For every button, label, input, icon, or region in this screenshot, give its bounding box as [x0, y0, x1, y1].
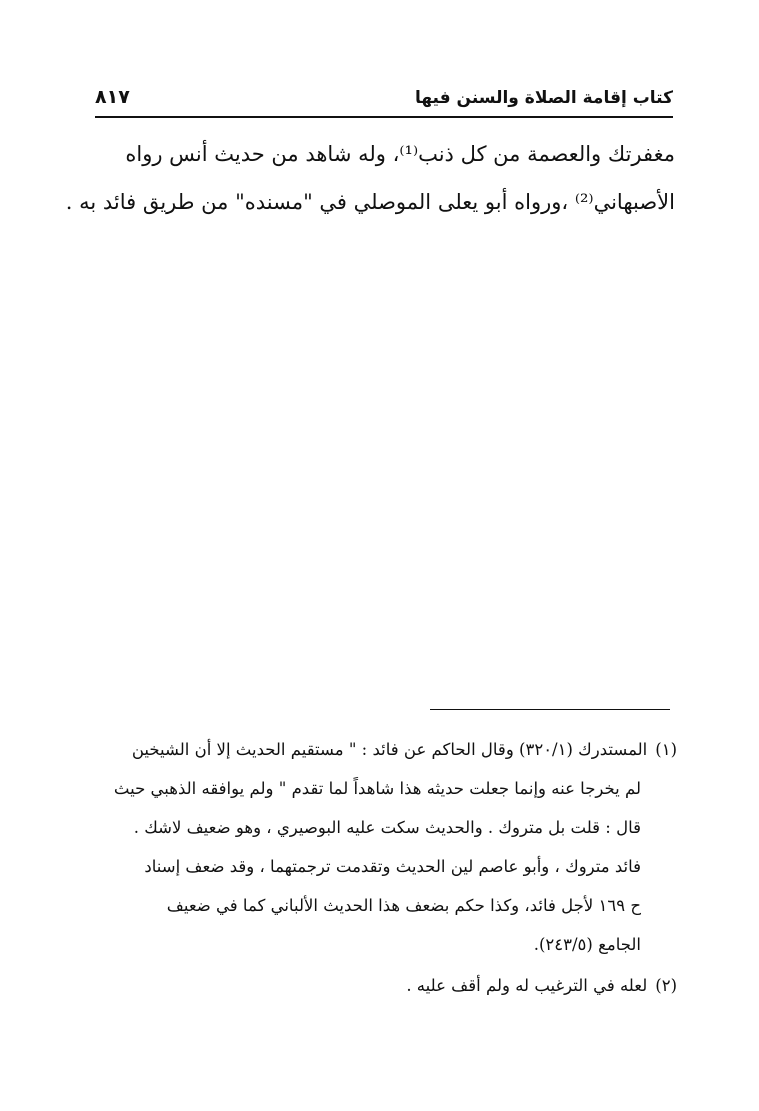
- text-line: مغفرتك والعصمة من كل ذنب⁽¹⁾، وله شاهد من حديث أنس رواه: [125, 142, 675, 166]
- footnote-line: ح ١٦٩ لأجل فائد، وكذا حكم بضعف هذا الحديث الألباني كما في ضعيف: [166, 896, 641, 915]
- chapter-title: كتاب إقامة الصلاة والسنن فيها: [414, 88, 673, 108]
- footnote-separator: [430, 709, 670, 710]
- footnotes: [95, 730, 677, 1005]
- footnote-text: المستدرك (٣٢٠/١) وقال الحاكم عن فائد : " مستقيم الحديث إلا أن الشيخين: [131, 740, 648, 759]
- footnote-line: فائد متروك ، وأبو عاصم لين الحديث وتقدمت ترجمتهما ، وقد ضعف إسناد: [144, 857, 641, 876]
- page-number: ٨١٧: [95, 86, 130, 108]
- footnote-line: لم يخرجا عنه وإنما جعلت حديثه هذا شاهداً لما تقدم " ولم يوافقه الذهبي حيث: [113, 779, 641, 798]
- footnote-line: [95, 730, 677, 769]
- footnote-text: لعله في الترغيب له ولم أقف عليه .: [406, 976, 648, 995]
- footnote-number: (١): [655, 740, 677, 759]
- footnote-2: [95, 966, 677, 1005]
- footnote-1: [95, 730, 677, 964]
- text-line: الأصبهاني⁽²⁾ ،ورواه أبو يعلى الموصلي في "مسنده" من طريق فائد به .: [65, 190, 675, 214]
- running-header: [95, 86, 673, 118]
- main-text: [65, 130, 675, 226]
- footnote-line: الجامع (٢٤٣/٥).: [533, 935, 641, 954]
- footnote-line: قال : قلت بل متروك . والحديث سكت عليه البوصيري ، وهو ضعيف لاشك .: [133, 818, 641, 837]
- footnote-line: [95, 966, 677, 1005]
- footnote-number: (٢): [655, 976, 677, 995]
